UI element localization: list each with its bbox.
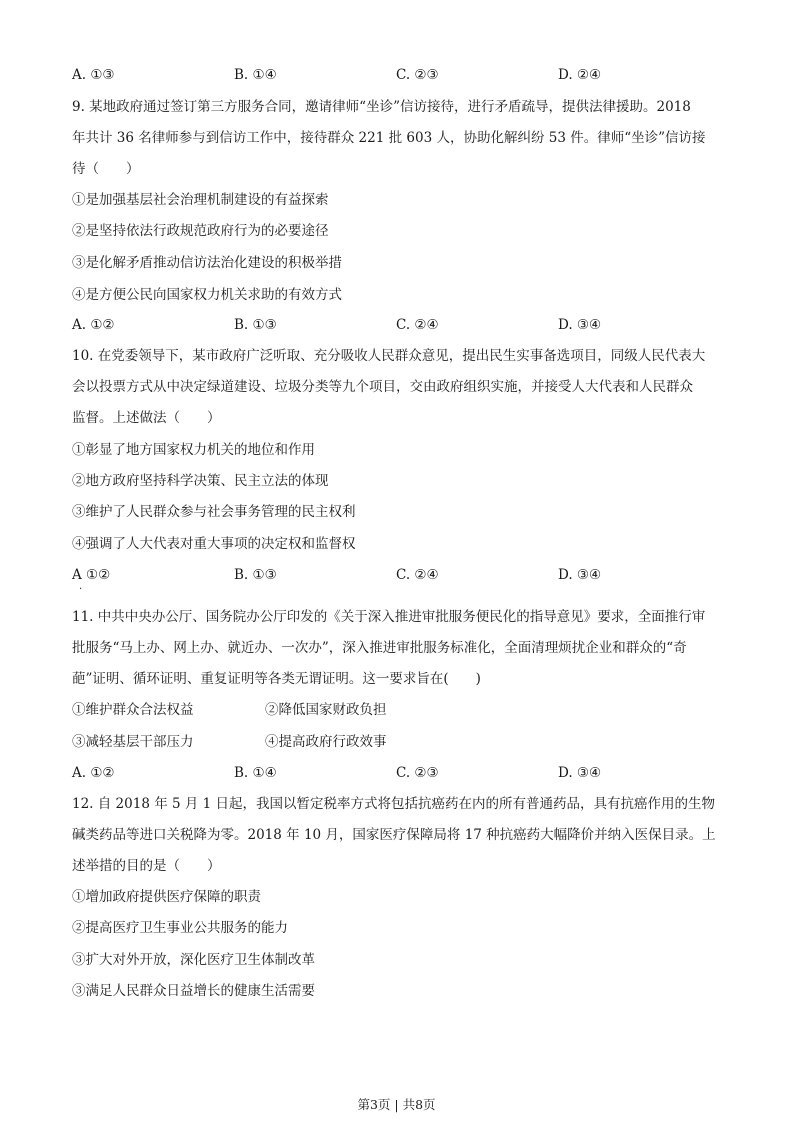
option-b: B. ①④ (234, 765, 277, 781)
statement-item: ③是化解矛盾推动信访法治化建设的积极举措 (72, 255, 342, 271)
option-b: B. ①④ (234, 67, 277, 83)
option-a: A. ①② (72, 765, 115, 781)
option-a: A. ①② (72, 317, 115, 333)
statement-item: ②提高医疗卫生事业公共服务的能力 (72, 920, 288, 936)
question-stem-line: 待（ ） (72, 161, 140, 177)
statement-item: ③维护了人民群众参与社会事务管理的民主权利 (72, 504, 356, 520)
question-stem-line: 11. 中共中央办公厅、国务院办公厅印发的《关于深入推进审批服务便民化的指导意见》要求，全面推行审 (72, 609, 706, 625)
question-stem-line: 9. 某地政府通过签订第三方服务合同，邀请律师“坐诊”信访接待，进行矛盾疏导，提供法律援助。2018 (72, 99, 691, 115)
option-d: D. ③④ (558, 317, 602, 333)
option-b: B. ①③ (234, 317, 277, 333)
question-stem-line: 12. 自 2018 年 5 月 1 日起，我国以暂定税率方式将包括抗癌药在内的所有普通药品，具有抗癌作用的生物 (72, 796, 716, 812)
statement-item: ①彰显了地方国家权力机关的地位和作用 (72, 442, 315, 458)
option-c: C. ②④ (396, 567, 439, 583)
question-stem-line: 10. 在党委领导下，某市政府广泛听取、充分吸收人民群众意见，提出民生实事备选项目，同级人民代表大 (72, 348, 706, 364)
statement-item: ③满足人民群众日益增长的健康生活需要 (72, 983, 315, 999)
question-stem-line: 监督。上述做法（ ） (72, 410, 221, 426)
question-stem-line: 碱类药品等进口关税降为零。2018 年 10 月，国家医疗保障局将 17 种抗癌药大幅降价并纳入医保目录。上 (72, 827, 716, 843)
statement-item: ②降低国家财政负担 (265, 702, 387, 718)
question-stem-line: 年共计 36 名律师参与到信访工作中，接待群众 221 批 603 人，协助化解纠纷 53 件。律师“坐诊”信访接 (72, 130, 706, 146)
page-footer: 第3页 | 共8页 (357, 1097, 436, 1112)
statement-item: ②地方政府坚持科学决策、民主立法的体现 (72, 473, 329, 489)
option-a: A ①② (72, 567, 111, 583)
option-c: C. ②③ (396, 765, 439, 781)
option-c: C. ②③ (396, 67, 439, 83)
statement-item: ④强调了人大代表对重大事项的决定权和监督权 (72, 536, 356, 552)
statement-item: ②是坚持依法行政规范政府行为的必要途径 (72, 223, 329, 239)
statement-item: ③减轻基层干部压力 (72, 734, 194, 750)
option-a: A. ①③ (72, 67, 115, 83)
statement-item: ③扩大对外开放，深化医疗卫生体制改革 (72, 952, 315, 968)
option-d: D. ③④ (558, 765, 602, 781)
question-stem-line: 批服务“马上办、网上办、就近办、一次办”，深入推进审批服务标准化，全面清理烦扰企业和群众的“奇 (72, 640, 687, 656)
question-stem-line: 述举措的目的是（ ） (72, 858, 221, 874)
question-stem-line: 葩”证明、循环证明、重复证明等各类无谓证明。这一要求旨在( ) (72, 671, 481, 687)
question-stem-line: 会以投票方式从中决定绿道建设、垃圾分类等九个项目，交由政府组织实施，并接受人大代表和人民群众 (72, 379, 693, 395)
statement-item: ④提高政府行政效事 (265, 734, 387, 750)
statement-item: ①增加政府提供医疗保障的职责 (72, 889, 261, 905)
statement-item: ④是方便公民向国家权力机关求助的有效方式 (72, 287, 342, 303)
statement-item: ①维护群众合法权益 (72, 702, 194, 718)
option-d: D. ③④ (558, 567, 602, 583)
option-b: B. ①③ (234, 567, 277, 583)
statement-item: ①是加强基层社会治理机制建设的有益探索 (72, 192, 329, 208)
option-c: C. ②④ (396, 317, 439, 333)
option-d: D. ②④ (558, 67, 602, 83)
stray-dot-mark: . (79, 581, 83, 592)
